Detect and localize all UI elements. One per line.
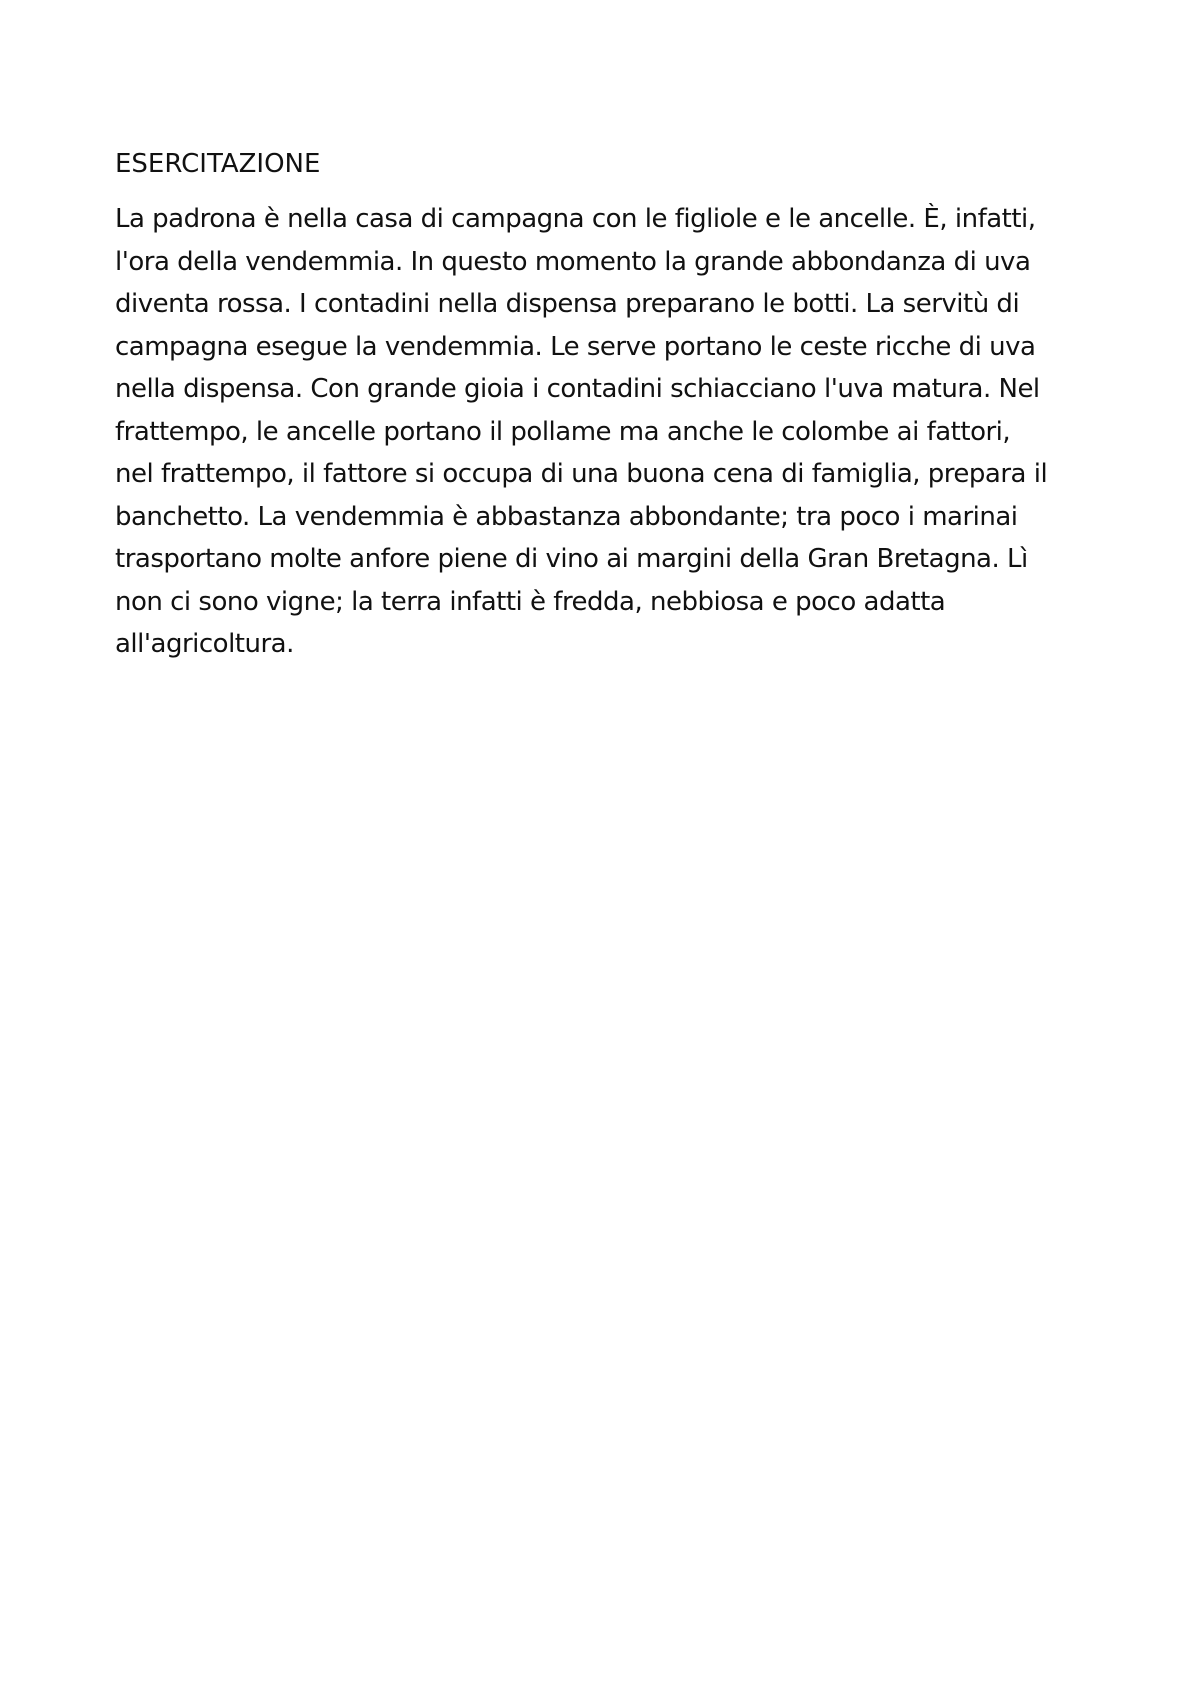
paragraph-line: campagna esegue la vendemmia. Le serve portano le ceste ricche di uva — [115, 331, 1036, 362]
document-body — [115, 146, 1115, 666]
paragraph-line: l'ora della vendemmia. In questo momento la grande abbondanza di uva — [115, 246, 1031, 277]
paragraph-line: nel frattempo, il fattore si occupa di una buona cena di famiglia, prepara il — [115, 459, 1048, 489]
paragraph-line: nella dispensa. Con grande gioia i contadini schiacciano l'uva matura. Nel — [115, 374, 1040, 404]
paragraph-line: all'agricoltura. — [115, 629, 294, 659]
paragraph-line: frattempo, le ancelle portano il pollame ma anche le colombe ai fattori, — [115, 416, 1011, 447]
exercise-paragraph — [115, 198, 1115, 666]
paragraph-line: non ci sono vigne; la terra infatti è fredda, nebbiosa e poco adatta — [115, 586, 946, 617]
document-heading: ESERCITAZIONE — [115, 149, 321, 179]
paragraph-line: La padrona è nella casa di campagna con le figliole e le ancelle. È, infatti, — [115, 204, 1036, 234]
paragraph-line: trasportano molte anfore piene di vino ai margini della Gran Bretagna. Lì — [115, 544, 1028, 574]
paragraph-line: banchetto. La vendemmia è abbastanza abbondante; tra poco i marinai — [115, 501, 1018, 532]
paragraph-line: diventa rossa. I contadini nella dispensa preparano le botti. La servitù di — [115, 289, 1020, 319]
